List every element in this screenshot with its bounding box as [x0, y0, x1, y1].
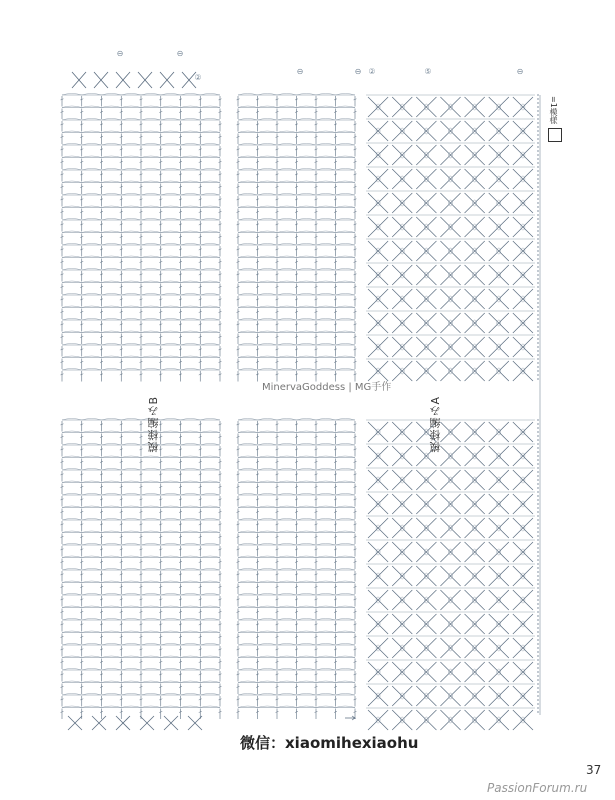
- chain-stitch-icon: [537, 623, 539, 625]
- chain-stitch-icon: [537, 679, 539, 681]
- chain-stitch-icon: [537, 366, 539, 368]
- row-marker: ⊖: [116, 49, 124, 58]
- chain-stitch-icon: [537, 346, 539, 348]
- chain-stitch-icon: [537, 643, 539, 645]
- chain-stitch-icon: [537, 298, 539, 300]
- chain-stitch-icon: [537, 198, 539, 200]
- chain-stitch-icon: [537, 234, 539, 236]
- chain-stitch-icon: [537, 98, 539, 100]
- chain-stitch-icon: [537, 543, 539, 545]
- chain-stitch-icon: [537, 511, 539, 513]
- chain-stitch-icon: [537, 483, 539, 485]
- chain-stitch-icon: [537, 318, 539, 320]
- chain-stitch-icon: [537, 194, 539, 196]
- chain-stitch-icon: [537, 703, 539, 705]
- chain-stitch-icon: [537, 106, 539, 108]
- chain-stitch-icon: [537, 246, 539, 248]
- pattern-a-bottom-grid: [366, 419, 539, 730]
- chain-stitch-icon: [537, 459, 539, 461]
- chain-stitch-icon: [537, 266, 539, 268]
- chain-stitch-icon: [537, 435, 539, 437]
- chain-stitch-icon: [537, 563, 539, 565]
- chain-stitch-icon: [537, 683, 539, 685]
- chain-stitch-icon: [537, 655, 539, 657]
- chain-stitch-icon: [537, 178, 539, 180]
- pattern-a-label: 模様編みA: [429, 396, 442, 453]
- chain-stitch-icon: [537, 467, 539, 469]
- chain-stitch-icon: [537, 378, 539, 380]
- chain-stitch-icon: [537, 575, 539, 577]
- chain-stitch-icon: [537, 314, 539, 316]
- chain-stitch-icon: [537, 186, 539, 188]
- chain-stitch-icon: [537, 290, 539, 292]
- pattern-a-top-grid: [366, 94, 539, 381]
- chain-stitch-icon: [537, 138, 539, 140]
- chain-stitch-icon: [537, 587, 539, 589]
- pattern-middle-bottom-grid: [237, 419, 357, 720]
- chain-stitch-icon: [537, 503, 539, 505]
- chain-stitch-icon: [537, 262, 539, 264]
- legend-label: =1模様: [549, 96, 558, 124]
- chain-stitch-icon: [537, 334, 539, 336]
- chain-stitch-icon: [537, 130, 539, 132]
- chain-stitch-icon: [537, 615, 539, 617]
- row-marker: ⑤: [424, 67, 432, 76]
- chain-stitch-icon: [537, 282, 539, 284]
- chain-stitch-icon: [537, 146, 539, 148]
- chain-stitch-icon: [537, 350, 539, 352]
- row-marker: ⊖: [516, 67, 524, 76]
- chain-stitch-icon: [537, 707, 539, 709]
- chain-stitch-icon: [537, 302, 539, 304]
- chain-stitch-icon: [537, 258, 539, 260]
- chain-stitch-icon: [537, 539, 539, 541]
- chain-stitch-icon: [537, 455, 539, 457]
- chain-stitch-icon: [537, 663, 539, 665]
- chain-stitch-icon: [537, 579, 539, 581]
- chain-stitch-icon: [537, 519, 539, 521]
- chain-stitch-icon: [537, 667, 539, 669]
- chain-stitch-icon: [537, 427, 539, 429]
- chain-stitch-icon: [537, 495, 539, 497]
- chain-stitch-icon: [537, 114, 539, 116]
- chain-stitch-icon: [537, 443, 539, 445]
- chain-stitch-icon: [537, 627, 539, 629]
- chain-stitch-icon: [537, 118, 539, 120]
- chain-stitch-icon: [537, 523, 539, 525]
- chain-stitch-icon: [537, 154, 539, 156]
- chain-stitch-icon: [537, 230, 539, 232]
- chain-stitch-icon: [537, 126, 539, 128]
- chain-stitch-icon: [537, 158, 539, 160]
- chain-stitch-icon: [537, 499, 539, 501]
- wechat-caption: 微信：xiaomihexiaohu: [240, 734, 419, 752]
- chain-stitch-icon: [537, 651, 539, 653]
- chain-stitch-icon: [537, 699, 539, 701]
- chain-stitch-icon: [537, 535, 539, 537]
- chain-stitch-icon: [537, 226, 539, 228]
- chain-stitch-icon: [537, 330, 539, 332]
- chain-stitch-icon: [537, 142, 539, 144]
- chain-stitch-icon: [537, 635, 539, 637]
- row-markers: [117, 49, 524, 82]
- chain-stitch-icon: [537, 687, 539, 689]
- chain-stitch-icon: [537, 423, 539, 425]
- chain-stitch-icon: [537, 210, 539, 212]
- chain-stitch-icon: [537, 583, 539, 585]
- chain-stitch-icon: [537, 242, 539, 244]
- chain-stitch-icon: [537, 619, 539, 621]
- chain-stitch-icon: [537, 150, 539, 152]
- chain-stitch-icon: [537, 294, 539, 296]
- pattern-middle-top-grid: [237, 94, 357, 382]
- chain-stitch-icon: [537, 310, 539, 312]
- chain-stitch-icon: [537, 162, 539, 164]
- chain-stitch-icon: [537, 278, 539, 280]
- chain-stitch-icon: [537, 102, 539, 104]
- chain-stitch-icon: [537, 463, 539, 465]
- legend-swatch: [548, 128, 562, 142]
- chain-stitch-icon: [537, 447, 539, 449]
- chain-stitch-icon: [537, 567, 539, 569]
- chain-stitch-icon: [537, 362, 539, 364]
- chain-stitch-icon: [537, 174, 539, 176]
- chain-stitch-icon: [537, 182, 539, 184]
- chain-stitch-icon: [537, 671, 539, 673]
- watermark-text: MinervaGoddess | MG手作: [262, 382, 392, 393]
- chain-stitch-icon: [537, 342, 539, 344]
- chain-stitch-icon: [537, 419, 539, 421]
- chain-stitch-icon: [537, 611, 539, 613]
- chain-stitch-icon: [537, 639, 539, 641]
- chain-stitch-icon: [537, 531, 539, 533]
- chain-stitch-icon: [537, 471, 539, 473]
- row-marker: ⊖: [296, 67, 304, 76]
- chain-stitch-icon: [537, 134, 539, 136]
- pattern-b-label: 模様編みB: [147, 396, 160, 453]
- chain-stitch-icon: [537, 238, 539, 240]
- chain-stitch-icon: [537, 122, 539, 124]
- chain-stitch-icon: [537, 170, 539, 172]
- chain-stitch-icon: [537, 527, 539, 529]
- chain-stitch-icon: [537, 431, 539, 433]
- chart-frame: [62, 95, 540, 720]
- chain-stitch-icon: [537, 691, 539, 693]
- forum-watermark: PassionForum.ru: [487, 781, 588, 795]
- chain-stitch-icon: [537, 603, 539, 605]
- chain-stitch-icon: [537, 94, 539, 96]
- chain-stitch-icon: [537, 166, 539, 168]
- chain-stitch-icon: [537, 547, 539, 549]
- chain-stitch-icon: [537, 214, 539, 216]
- chain-stitch-icon: [537, 250, 539, 252]
- chain-stitch-icon: [537, 326, 539, 328]
- chain-stitch-icon: [537, 659, 539, 661]
- chain-stitch-icon: [537, 559, 539, 561]
- chain-stitch-icon: [537, 190, 539, 192]
- chain-stitch-icon: [537, 218, 539, 220]
- chain-stitch-icon: [537, 222, 539, 224]
- chain-stitch-icon: [537, 491, 539, 493]
- chain-stitch-icon: [537, 631, 539, 633]
- chain-stitch-icon: [537, 254, 539, 256]
- chain-stitch-icon: [537, 374, 539, 376]
- row-marker: ②: [194, 73, 202, 82]
- arrow-icon: [345, 716, 355, 720]
- chain-stitch-icon: [537, 322, 539, 324]
- row-marker: ⊖: [354, 67, 362, 76]
- pattern-b-bottom-grid: [61, 419, 222, 731]
- chain-stitch-icon: [537, 270, 539, 272]
- chain-stitch-icon: [537, 370, 539, 372]
- chain-stitch-icon: [537, 695, 539, 697]
- pattern-b-top-grid: [61, 72, 222, 382]
- chain-stitch-icon: [537, 354, 539, 356]
- chain-stitch-icon: [537, 507, 539, 509]
- chain-stitch-icon: [537, 202, 539, 204]
- chain-stitch-icon: [537, 711, 539, 713]
- chain-stitch-icon: [537, 338, 539, 340]
- chain-stitch-icon: [537, 439, 539, 441]
- page-number: 37: [586, 763, 602, 777]
- chain-stitch-icon: [537, 110, 539, 112]
- chain-stitch-icon: [537, 451, 539, 453]
- chain-stitch-icon: [537, 591, 539, 593]
- row-marker: ②: [368, 67, 376, 76]
- chain-stitch-icon: [537, 599, 539, 601]
- chain-stitch-icon: [537, 595, 539, 597]
- chain-stitch-icon: [537, 555, 539, 557]
- row-marker: ⊖: [176, 49, 184, 58]
- chain-stitch-icon: [537, 607, 539, 609]
- chain-stitch-icon: [537, 286, 539, 288]
- chain-stitch-icon: [537, 487, 539, 489]
- chain-stitch-icon: [537, 515, 539, 517]
- chain-stitch-icon: [537, 358, 539, 360]
- chain-stitch-icon: [537, 479, 539, 481]
- chain-stitch-icon: [537, 475, 539, 477]
- chain-stitch-icon: [537, 675, 539, 677]
- chain-stitch-icon: [537, 551, 539, 553]
- chain-stitch-icon: [537, 274, 539, 276]
- chain-stitch-icon: [537, 647, 539, 649]
- chain-stitch-icon: [537, 206, 539, 208]
- chain-stitch-icon: [537, 571, 539, 573]
- chain-stitch-icon: [537, 306, 539, 308]
